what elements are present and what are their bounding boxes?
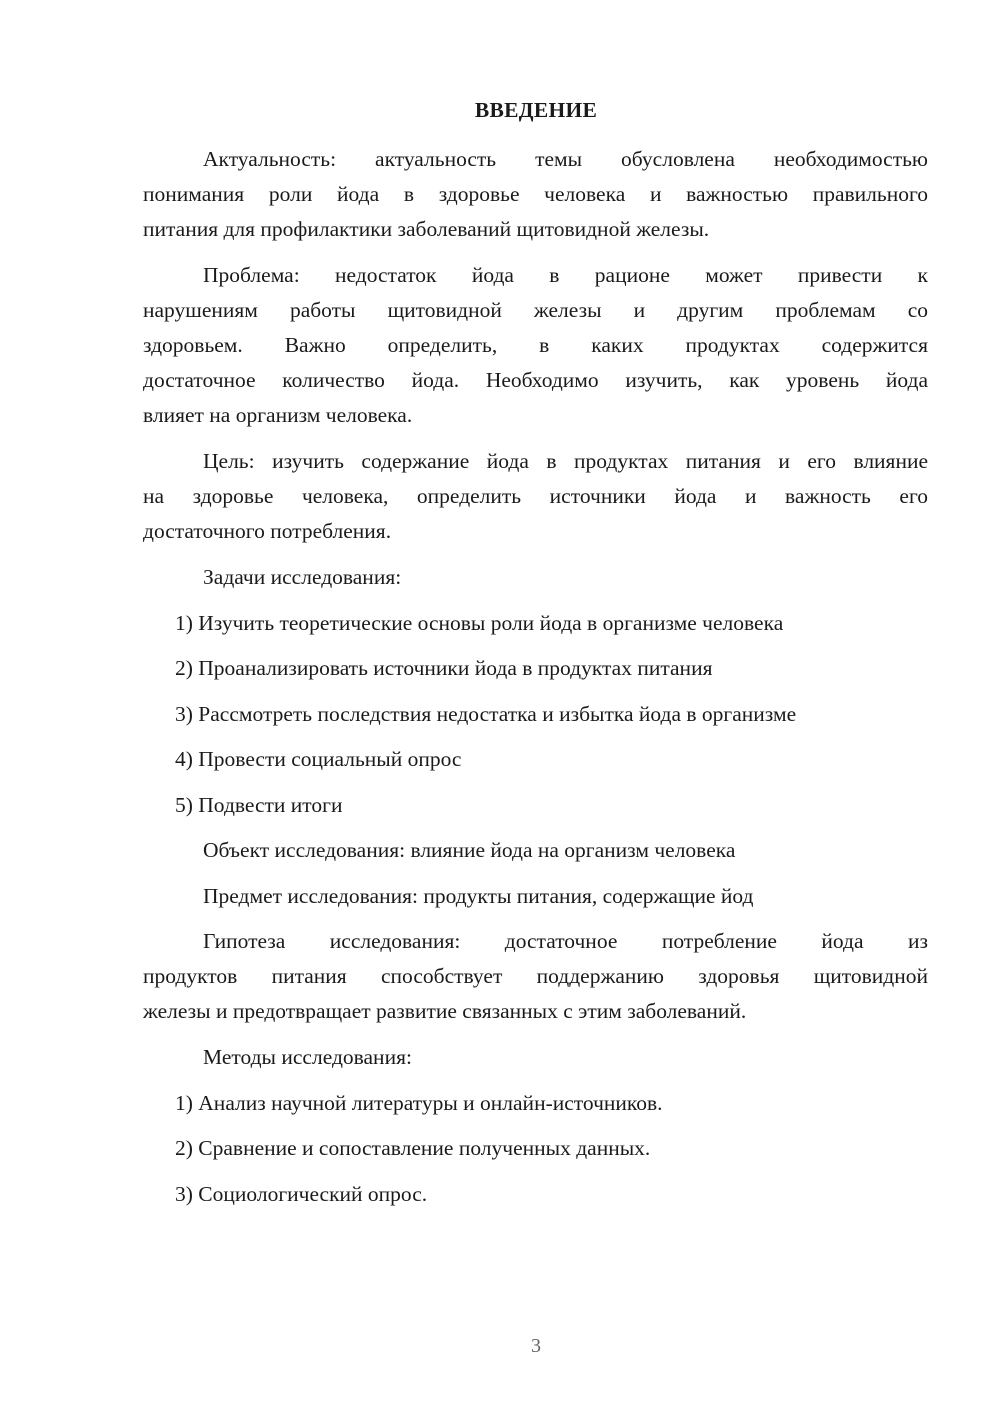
paragraph-line: достаточное количество йода. Необходимо изучить, как уровень йода [143, 368, 928, 392]
relevance-paragraph [143, 142, 928, 247]
list-item: 4) Провести социальный опрос [175, 747, 462, 771]
paragraph-line: здоровьем. Важно определить, в каких продуктах содержится [143, 333, 928, 357]
list-item: 5) Подвести итоги [175, 793, 343, 817]
page-title: ВВЕДЕНИЕ [474, 98, 598, 122]
paragraph-line: питания для профилактики заболеваний щитовидной железы. [143, 217, 710, 241]
tasks-title: Задачи исследования: [203, 565, 402, 589]
paragraph-line: Гипотеза исследования: достаточное потребление йода из [203, 929, 928, 953]
paragraph-line: Цель: изучить содержание йода в продуктах питания и его влияние [203, 449, 928, 473]
paragraph-line: Проблема: недостаток йода в рационе может привести к [203, 263, 928, 287]
hypothesis-paragraph [143, 924, 928, 1029]
list-item: 1) Изучить теоретические основы роли йода в организме человека [175, 611, 784, 635]
paragraph-line: понимания роли йода в здоровье человека и важностью правильного [143, 182, 928, 206]
list-item: 3) Социологический опрос. [175, 1182, 428, 1206]
list-item: 2) Сравнение и сопоставление полученных данных. [175, 1136, 651, 1160]
paragraph-line: на здоровье человека, определить источники йода и важность его [143, 484, 928, 508]
paragraph-line: влияет на организм человека. [143, 403, 413, 427]
goal-paragraph [143, 444, 928, 549]
problem-paragraph [143, 258, 928, 433]
methods-title: Методы исследования: [203, 1045, 412, 1069]
paragraph-line: достаточного потребления. [143, 519, 392, 543]
paragraph-line: нарушениям работы щитовидной железы и другим проблемам со [143, 298, 928, 322]
research-object: Объект исследования: влияние йода на организм человека [203, 838, 736, 862]
list-item: 3) Рассмотреть последствия недостатка и избытка йода в организме [175, 702, 797, 726]
list-item: 2) Проанализировать источники йода в продуктах питания [175, 656, 713, 680]
paragraph-line: продуктов питания способствует поддержанию здоровья щитовидной [143, 964, 928, 988]
paragraph-line: Актуальность: актуальность темы обусловлена необходимостью [203, 147, 928, 171]
paragraph-line: железы и предотвращает развитие связанных с этим заболеваний. [143, 999, 747, 1023]
page-number: 3 [531, 1335, 541, 1357]
research-subject: Предмет исследования: продукты питания, содержащие йод [203, 884, 754, 908]
list-item: 1) Анализ научной литературы и онлайн-источников. [175, 1091, 663, 1115]
